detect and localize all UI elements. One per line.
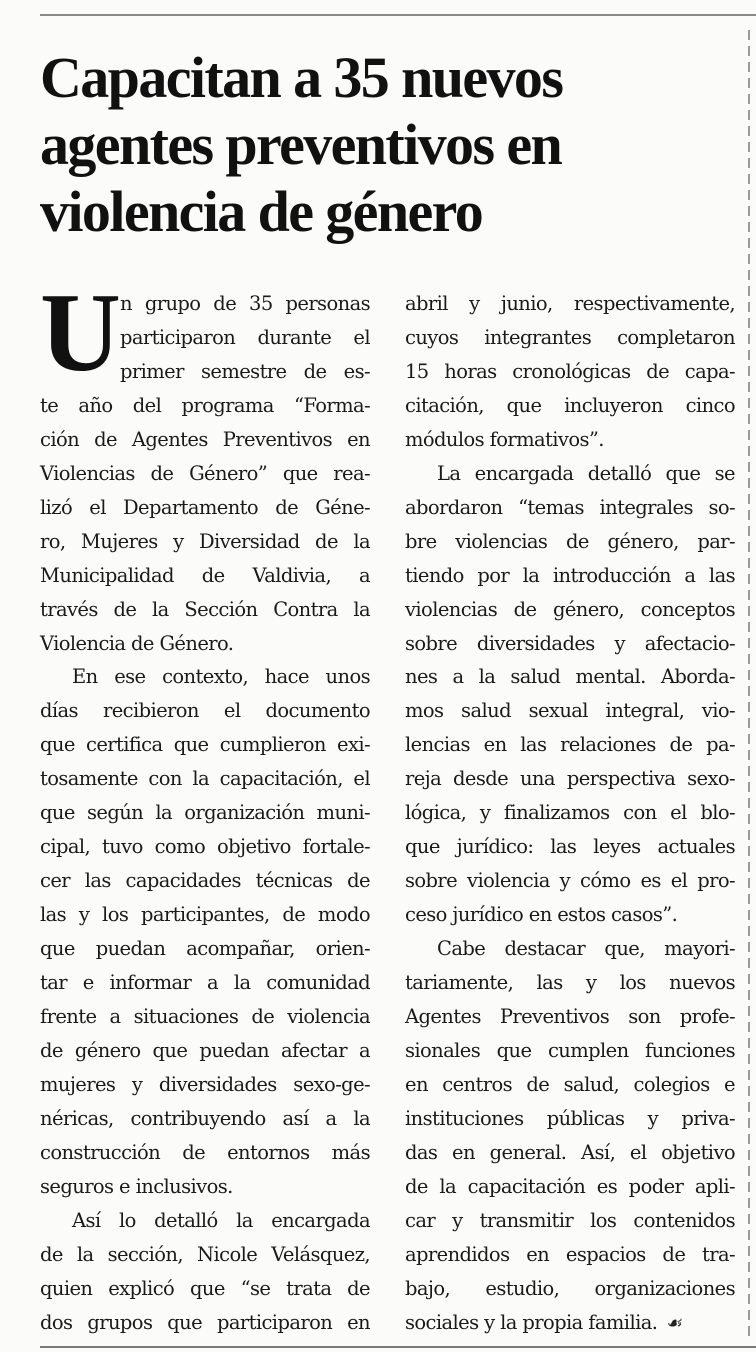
- text-line: tar e informar a la comunidad: [40, 971, 370, 995]
- text-line: mujeres y diversidades sexo-ge-: [40, 1072, 370, 1096]
- headline-line: Capacitan a 35 nuevos: [40, 45, 563, 110]
- text-line: través de la Sección Contra la: [40, 597, 370, 621]
- text-line: módulos formativos”.: [405, 427, 604, 451]
- text-line: de género que puedan afectar a: [40, 1038, 370, 1062]
- paragraph-quote-intro: [40, 1204, 370, 1340]
- paragraph-continued: [405, 287, 735, 457]
- text-line: Cabe destacar que, mayori-: [437, 937, 735, 961]
- text-line: bajo, estudio, organizaciones: [405, 1276, 735, 1300]
- text-line: violencias de género, conceptos: [405, 597, 735, 621]
- text-line: cuyos integrantes completaron: [405, 325, 735, 349]
- text-line-content: sociales y la propia familia.: [405, 1310, 658, 1334]
- text-line: las y los participantes, de modo: [40, 903, 370, 927]
- text-line: ceso jurídico en estos casos”.: [405, 903, 678, 927]
- text-line: cipal, tuvo como objetivo fortale-: [40, 835, 370, 859]
- text-line: primer semestre de es-: [120, 359, 370, 383]
- text-line: ro, Mujeres y Diversidad de la: [40, 529, 370, 553]
- drop-cap: U: [40, 271, 121, 395]
- paragraph-intro: [40, 271, 370, 660]
- text-line: aprendidos en espacios de tra-: [405, 1242, 735, 1266]
- text-line: [405, 1306, 735, 1341]
- text-line: n grupo de 35 personas: [120, 292, 370, 315]
- article-column-right: [405, 287, 735, 1341]
- text-line: te año del programa “Forma-: [40, 393, 370, 417]
- text-line: de la sección, Nicole Velásquez,: [40, 1242, 370, 1266]
- text-line: quien explicó que “se trata de: [40, 1276, 370, 1300]
- text-line: abordaron “temas integrales so-: [405, 495, 735, 519]
- end-of-article-icon: ☙: [665, 1312, 681, 1334]
- headline-line: agentes preventivos en: [40, 112, 562, 177]
- text-line: frente a situaciones de violencia: [40, 1005, 370, 1029]
- text-line: participaron durante el: [120, 325, 370, 349]
- top-rule: [40, 14, 756, 16]
- text-line: dos grupos que participaron en: [40, 1310, 370, 1334]
- text-line: bre violencias de género, par-: [405, 529, 735, 553]
- text-line: abril y junio, respectivamente,: [405, 292, 735, 315]
- text-line: sobre diversidades y afectacio-: [405, 631, 735, 655]
- text-line: cer las capacidades técnicas de: [40, 869, 370, 893]
- text-line: lizó el Departamento de Géne-: [40, 495, 370, 519]
- text-line: instituciones públicas y priva-: [405, 1106, 735, 1130]
- text-line: tosamente con la capacitación, el: [40, 767, 370, 791]
- text-line: car y transmitir los contenidos: [405, 1208, 735, 1232]
- text-line: reja desde una perspectiva sexo-: [405, 767, 735, 791]
- text-line: tiendo por la introducción a las: [405, 563, 735, 587]
- text-line: que puedan acompañar, orien-: [40, 937, 370, 961]
- text-line: en centros de salud, colegios e: [405, 1072, 735, 1096]
- text-line: lencias en las relaciones de pa-: [405, 733, 735, 757]
- text-line: sobre violencia y cómo es el pro-: [405, 869, 735, 893]
- text-line: mos salud sexual integral, vio-: [405, 699, 735, 723]
- text-line: das en general. Así, el objetivo: [405, 1140, 735, 1164]
- text-line: días recibieron el documento: [40, 699, 370, 723]
- bottom-rule: [40, 1346, 756, 1348]
- article-column-left: [40, 271, 370, 1340]
- text-line: Violencia de Género.: [40, 631, 234, 655]
- text-line: Agentes Preventivos son profe-: [405, 1005, 735, 1029]
- text-line: sionales que cumplen funciones: [405, 1038, 735, 1062]
- text-line: néricas, contribuyendo así a la: [40, 1106, 370, 1130]
- paragraph-conclusion: [405, 932, 735, 1340]
- text-line: que certifica que cumplieron exi-: [40, 733, 370, 757]
- text-line: Así lo detalló la encargada: [72, 1208, 370, 1232]
- text-line: que según la organización muni-: [40, 801, 370, 825]
- paragraph-context: [40, 660, 370, 1203]
- text-line: La encargada detalló que se: [437, 461, 735, 485]
- text-line: En ese contexto, hace unos: [72, 665, 370, 689]
- text-line: ción de Agentes Preventivos en: [40, 427, 370, 451]
- text-line: Violencias de Género” que rea-: [40, 461, 370, 485]
- text-line: 15 horas cronológicas de capa-: [405, 359, 735, 383]
- headline-line: violencia de género: [40, 179, 483, 244]
- text-line: que jurídico: las leyes actuales: [405, 835, 735, 859]
- text-line: lógica, y finalizamos con el blo-: [405, 801, 735, 825]
- page-edge-border: [748, 30, 750, 1340]
- text-line: nes a la salud mental. Aborda-: [405, 665, 735, 689]
- text-line: citación, que incluyeron cinco: [405, 393, 735, 417]
- text-line: de la capacitación es poder apli-: [405, 1174, 735, 1198]
- text-line: Municipalidad de Valdivia, a: [40, 563, 370, 587]
- paragraph-topics: [405, 457, 735, 932]
- article-headline: [40, 44, 740, 245]
- text-line: construcción de entornos más: [40, 1140, 370, 1164]
- text-line: tariamente, las y los nuevos: [405, 971, 735, 995]
- text-line: seguros e inclusivos.: [40, 1174, 233, 1198]
